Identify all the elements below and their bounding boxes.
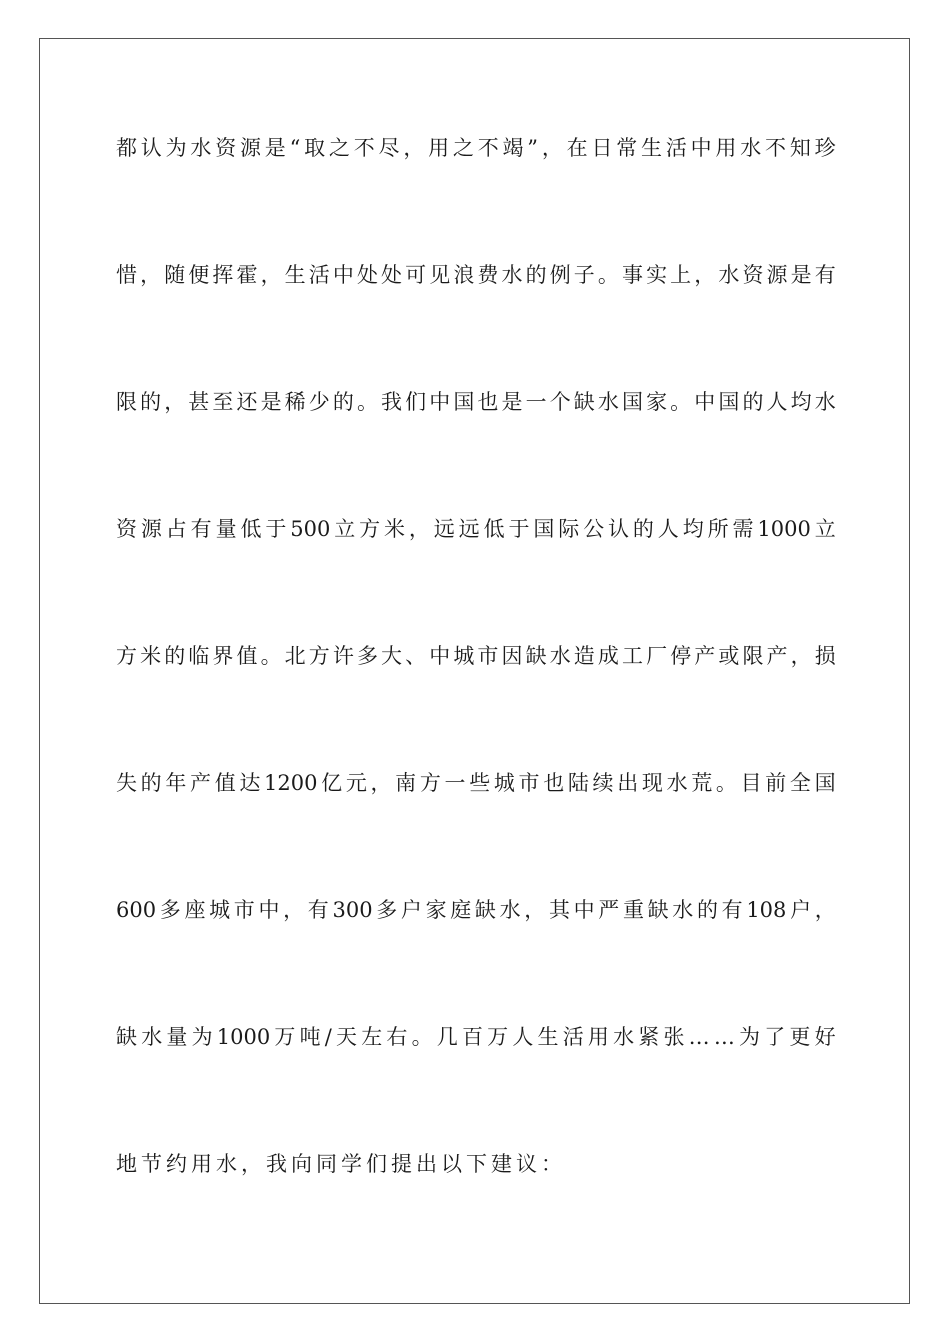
text-line: 缺 水 量 为 1000 万 吨 / 天 左 右 。 几 百 万 人 生 活 用 水 紧 张 … … 为 了 更 好 — [116, 1025, 836, 1049]
text-line: 惜 ， 随 便 挥 霍 ， 生 活 中 处 处 可 见 浪 费 水 的 例 子 。 事 实 上 ， 水 资 源 是 有 — [116, 263, 836, 287]
text-line: 资 源 占 有 量 低 于 500 立 方 米 ， 远 远 低 于 国 际 公 认 的 人 均 所 需 1000 立 — [116, 517, 836, 541]
document-body — [116, 128, 836, 1271]
text-line: 限 的 ， 甚 至 还 是 稀 少 的 。 我 们 中 国 也 是 一 个 缺 水 国 家 。 中 国 的 人 均 水 — [116, 390, 836, 414]
text-line: 地节约用水，我向同学们提出以下建议： — [116, 1152, 566, 1176]
text-line: 都 认 为 水 资 源 是 “ 取 之 不 尽 ， 用 之 不 竭 ” ， 在 日 常 生 活 中 用 水 不 知 珍 — [116, 136, 836, 160]
text-line: 失 的 年 产 值 达 1200 亿 元 ， 南 方 一 些 城 市 也 陆 续 出 现 水 荒 。 目 前 全 国 — [116, 771, 836, 795]
text-line: 方 米 的 临 界 值 。 北 方 许 多 大 、 中 城 市 因 缺 水 造 成 工 厂 停 产 或 限 产 ， 损 — [116, 644, 836, 668]
text-line: 600 多 座 城 市 中 ， 有 300 多 户 家 庭 缺 水 ， 其 中 严 重 缺 水 的 有 108 户 ， — [116, 898, 836, 922]
